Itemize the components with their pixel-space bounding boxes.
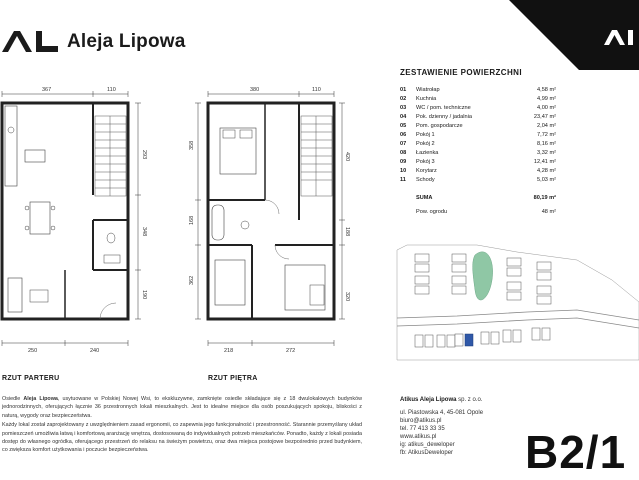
area-room-name: Pom. gospodarcze (416, 122, 463, 129)
dim-top-1: 367 (42, 87, 52, 93)
garden-row (400, 202, 556, 216)
dim-bottom-1: 250 (28, 348, 38, 354)
company-facebook[interactable]: fb: AtikusDeweloper (400, 450, 454, 456)
area-room-name: Pokój 3 (416, 158, 435, 165)
area-value: 12,41 m² (533, 158, 556, 165)
area-room-name: Wiatrołap (416, 86, 440, 93)
area-value: 4,00 m² (537, 104, 556, 111)
area-value: 4,99 m² (537, 95, 556, 102)
company-phone[interactable]: tel. 77 413 33 35 (400, 426, 445, 432)
company-instagram[interactable]: ig: atikus_deweloper (400, 442, 455, 448)
area-room-name: Pok. dzienny / jadalnia (416, 113, 472, 120)
area-number: 07 (400, 140, 407, 147)
area-room-name: Schody (416, 176, 435, 183)
area-value: 4,58 m² (537, 86, 556, 93)
area-value: 23,47 m² (533, 113, 556, 120)
description-paragraph-2: Każdy lokal został zaprojektowany z uwzględnieniem zasad ergonomii, co zapewnia jego funkcjonalność i przestronność. Starannie przemyślany układ pomieszczeń umożliwia łatwą i komfortową aranżację wnętrza, dostosowaną do indywidualnych potrzeb mieszkańców. Ponadto, każdy z lokali posiada dostęp do własnego ogródka, oferującego przestrzeń do relaksu na świeżym powietrzu, oraz dwa miejsca postojowe bezpośrednio przed budynkiem, co zwiększa komfort użytkowania i poczucie bezpieczeństwa. (2, 422, 362, 454)
first-floor-plan (190, 80, 350, 355)
area-row (400, 112, 556, 121)
dim-right-2: 188 (344, 227, 350, 237)
area-value: 5,03 m² (537, 176, 556, 183)
company-website[interactable]: www.atikus.pl (400, 434, 437, 440)
company-email[interactable]: biuro@atikus.pl (400, 418, 442, 424)
sum-row (400, 184, 556, 202)
area-value: 7,72 m² (537, 131, 556, 138)
area-table (400, 85, 556, 216)
area-row (400, 103, 556, 112)
description (2, 395, 362, 456)
area-number: 06 (400, 131, 407, 138)
area-room-name: Łazienka (416, 149, 439, 156)
garden-value: 48 m² (541, 209, 556, 215)
area-row (400, 157, 556, 166)
dim-bottom-1: 218 (224, 348, 234, 354)
area-number: 05 (400, 122, 407, 129)
dim-right-3: 320 (344, 292, 350, 302)
dim-bottom-2: 240 (90, 348, 100, 354)
first-floor-title: RZUT PIĘTRA (208, 375, 258, 382)
area-value: 4,28 m² (537, 167, 556, 174)
dim-bottom-2: 272 (286, 348, 296, 354)
area-table-title: ZESTAWIENIE POWIERZCHNI (400, 68, 522, 77)
area-row (400, 130, 556, 139)
area-row (400, 121, 556, 130)
area-number: 02 (400, 95, 407, 102)
area-number: 03 (400, 104, 407, 111)
area-row (400, 94, 556, 103)
dim-right-2: 348 (141, 227, 147, 237)
site-plan (397, 240, 639, 362)
area-number: 11 (400, 176, 406, 183)
sum-label: SUMA (416, 195, 433, 201)
dim-left-2: 168 (189, 215, 195, 225)
area-number: 10 (400, 167, 407, 174)
dim-top-2: 110 (312, 87, 321, 93)
description-paragraph-1: Osiedle Aleja Lipowa, usytuowane w Polskiej Nowej Wsi, to ekskluzywne, zamknięte osiedle składające się z 18 dwulokalowych budynków jednorodzinnych, oferujących łącznie 36 przestronnych lokali mieszkalnych. Jest to idealne miejsce dla osób poszukujących spokoju, bliskości z naturą, wygody oraz bezpieczeństwa. (2, 396, 362, 419)
dim-right-1: 293 (141, 150, 147, 160)
sum-value: 80,19 m² (533, 195, 556, 201)
dim-top-2: 110 (107, 87, 116, 93)
dim-left-3: 362 (189, 275, 195, 285)
area-number: 01 (400, 86, 407, 93)
area-value: 3,32 m² (537, 149, 556, 156)
dim-right-1: 420 (344, 152, 350, 162)
area-value: 2,04 m² (537, 122, 556, 129)
ground-floor-plan (0, 80, 150, 355)
brand-name: Aleja Lipowa (67, 31, 186, 52)
unit-code: B2/1 (525, 426, 627, 478)
company-name: Atikus Aleja Lipowa (400, 397, 457, 403)
area-row (400, 166, 556, 175)
area-room-name: Pokój 2 (416, 140, 435, 147)
company-name-suffix: sp. z o.o. (456, 397, 483, 403)
area-room-name: WC / pom. techniczne (416, 104, 471, 111)
area-room-name: Korytarz (416, 167, 437, 174)
company-address: ul. Piastowska 4, 45-081 Opole (400, 410, 484, 416)
dim-top-1: 380 (250, 87, 260, 93)
ground-floor-title: RZUT PARTERU (2, 375, 60, 382)
corner-logo-banner (509, 0, 639, 70)
area-row (400, 139, 556, 148)
area-number: 08 (400, 149, 407, 156)
logo-mark (0, 28, 60, 54)
area-row (400, 85, 556, 94)
dim-left-1: 358 (189, 140, 195, 150)
area-room-name: Pokój 1 (416, 131, 435, 138)
company-contact (400, 396, 483, 457)
area-number: 04 (400, 113, 407, 120)
garden-label: Pow. ogrodu (416, 209, 448, 215)
area-row (400, 175, 556, 184)
dim-right-3: 190 (141, 290, 147, 300)
area-value: 8,16 m² (537, 140, 556, 147)
area-row (400, 148, 556, 157)
area-number: 09 (400, 158, 407, 165)
area-room-name: Kuchnia (416, 95, 437, 102)
